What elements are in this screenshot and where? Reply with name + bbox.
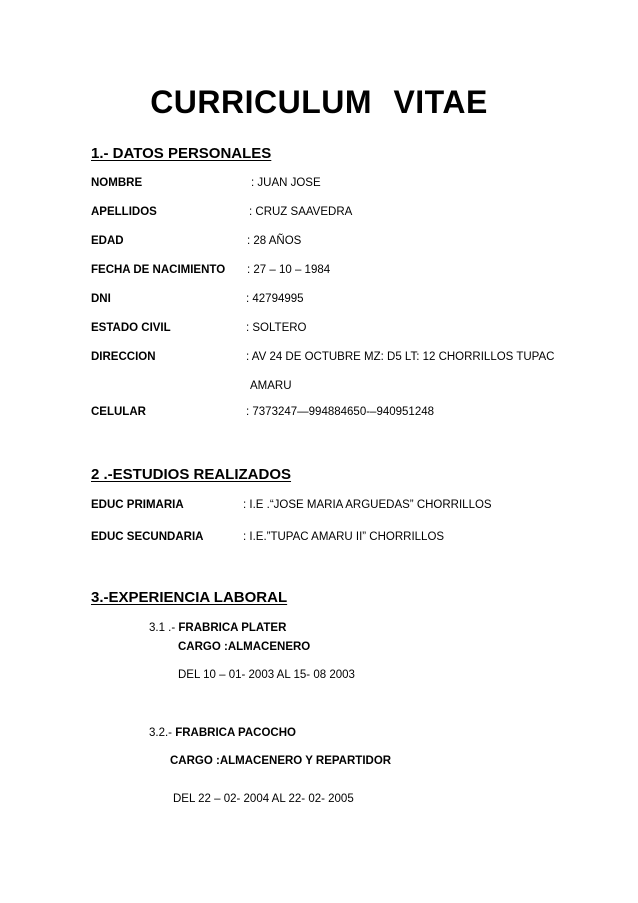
label-educ-primaria: EDUC PRIMARIA: [91, 499, 184, 511]
label-apellidos: APELLIDOS: [91, 206, 157, 218]
label-nombre: NOMBRE: [91, 177, 143, 189]
job-title-1: [149, 622, 286, 634]
value-edad: : 28 AÑOS: [247, 235, 302, 247]
job-period-2: DEL 22 – 02- 2004 AL 22- 02- 2005: [173, 793, 354, 805]
document-title: CURRICULUM VITAE: [150, 84, 488, 120]
section-heading-experience: 3.-EXPERIENCIA LABORAL: [91, 589, 288, 606]
value-nombre: : JUAN JOSE: [251, 177, 321, 189]
label-direccion: DIRECCION: [91, 351, 156, 363]
job-cargo-1: CARGO :ALMACENERO: [178, 641, 311, 653]
value-educ-secundaria: : I.E.”TUPAC AMARU II” CHORRILLOS: [243, 531, 445, 543]
value-educ-primaria: : I.E .“JOSE MARIA ARGUEDAS” CHORRILLOS: [243, 499, 492, 511]
job-number-1: 3.1 .-: [149, 622, 179, 634]
section-heading-studies: 2 .-ESTUDIOS REALIZADOS: [91, 466, 292, 483]
value-dni: : 42794995: [246, 293, 304, 305]
section-heading-personal: 1.- DATOS PERSONALES: [91, 145, 272, 162]
job-period-1: DEL 10 – 01- 2003 AL 15- 08 2003: [178, 669, 355, 681]
job-company-1: FRABRICA PLATER: [178, 622, 287, 634]
value-direccion: : AV 24 DE OCTUBRE MZ: D5 LT: 12 CHORRILLOS TUPAC: [246, 351, 555, 363]
value-direccion-cont: AMARU: [250, 380, 292, 392]
label-educ-secundaria: EDUC SECUNDARIA: [91, 531, 204, 543]
job-title-2: [149, 727, 296, 739]
value-apellidos: : CRUZ SAAVEDRA: [249, 206, 353, 218]
job-company-2: FRABRICA PACOCHO: [175, 727, 296, 739]
value-celular: : 7373247—994884650-–940951248: [246, 406, 435, 418]
label-estado-civil: ESTADO CIVIL: [91, 322, 171, 334]
label-celular: CELULAR: [91, 406, 146, 418]
label-edad: EDAD: [91, 235, 124, 247]
value-fecha-nacimiento: : 27 – 10 – 1984: [247, 264, 331, 276]
label-dni: DNI: [91, 293, 111, 305]
job-number-2: 3.2.-: [149, 727, 176, 739]
label-fecha-nacimiento: FECHA DE NACIMIENTO: [91, 264, 226, 276]
job-cargo-2: CARGO :ALMACENERO Y REPARTIDOR: [170, 755, 392, 767]
value-estado-civil: : SOLTERO: [246, 322, 307, 334]
